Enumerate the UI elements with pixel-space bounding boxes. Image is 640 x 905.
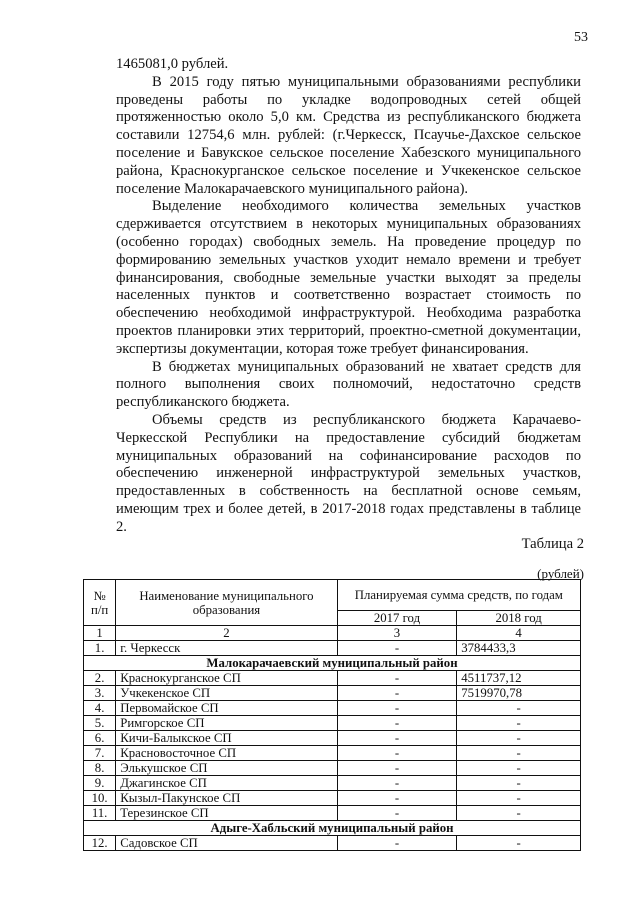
row-2017: - (337, 716, 457, 731)
row-2018: 3784433,3 (457, 641, 581, 656)
row-2018: - (457, 806, 581, 821)
row-num: 8. (84, 761, 116, 776)
row-name: г. Черкесск (116, 641, 337, 656)
row-num: 4. (84, 701, 116, 716)
row-2018: - (457, 776, 581, 791)
row-2018: - (457, 761, 581, 776)
table-unit: (рублей) (537, 566, 584, 581)
table-row (84, 746, 581, 761)
table-row (84, 731, 581, 746)
row-name: Первомайское СП (116, 701, 337, 716)
section-title: Адыге-Хабльский муниципальный район (84, 821, 581, 836)
row-name: Красновосточное СП (116, 746, 337, 761)
index-cell: 4 (457, 626, 581, 641)
table-row (84, 806, 581, 821)
row-2017: - (337, 761, 457, 776)
column-index-row (84, 626, 581, 641)
row-2017: - (337, 731, 457, 746)
table-body (84, 626, 581, 851)
row-num: 3. (84, 686, 116, 701)
row-name: Краснокурганское СП (116, 671, 337, 686)
row-num: 11. (84, 806, 116, 821)
row-2018: 7519970,78 (457, 686, 581, 701)
row-2017: - (337, 746, 457, 761)
row-2018: - (457, 701, 581, 716)
section-row (84, 821, 581, 836)
row-2017: - (337, 671, 457, 686)
table-row (84, 701, 581, 716)
row-2018: - (457, 791, 581, 806)
row-2017: - (337, 686, 457, 701)
row-num: 10. (84, 791, 116, 806)
header-name: Наименование муниципального образования (116, 580, 337, 626)
row-num: 12. (84, 836, 116, 851)
table-row (84, 671, 581, 686)
paragraph: В 2015 году пятью муниципальными образованиями республики проведены работы по укладке водопроводных сетей общей протяженностью около 5,0 км. Средства из республиканского бюджета составили 12754,6 млн. рублей: (г.Черкесск, Псаучье-Дахское сельское поселение и Бавукское сельское поселение Хабезского муниципального района, Краснокурганское сельское поселение и Учкекенское сельское поселение Малокарачаевского муниципального района). (116, 73, 581, 197)
paragraph: 1465081,0 рублей. (116, 56, 229, 72)
table-row (84, 836, 581, 851)
table-caption: Таблица 2 (521, 536, 584, 552)
index-cell: 3 (337, 626, 457, 641)
row-2018: - (457, 731, 581, 746)
row-name: Садовское СП (116, 836, 337, 851)
header-num: № п/п (84, 580, 116, 626)
table-row (84, 716, 581, 731)
row-name: Кичи-Балыкское СП (116, 731, 337, 746)
table-row (84, 761, 581, 776)
header-2017: 2017 год (337, 611, 457, 626)
row-2018: 4511737,12 (457, 671, 581, 686)
row-num: 6. (84, 731, 116, 746)
table-row (84, 641, 581, 656)
row-num: 7. (84, 746, 116, 761)
body-text (116, 56, 581, 537)
row-2017: - (337, 641, 457, 656)
header-2018: 2018 год (457, 611, 581, 626)
row-2018: - (457, 746, 581, 761)
row-name: Элькушское СП (116, 761, 337, 776)
row-2017: - (337, 776, 457, 791)
row-2017: - (337, 701, 457, 716)
funding-table (83, 579, 581, 851)
paragraph: В бюджетах муниципальных образований не хватает средств для полного выполнения своих полномочий, недостаточно средств республиканского бюджета. (116, 358, 581, 411)
row-num: 1. (84, 641, 116, 656)
section-title: Малокарачаевский муниципальный район (84, 656, 581, 671)
row-name: Кызыл-Пакунское СП (116, 791, 337, 806)
row-num: 2. (84, 671, 116, 686)
section-row (84, 656, 581, 671)
row-2018: - (457, 836, 581, 851)
row-name: Терезинское СП (116, 806, 337, 821)
row-2017: - (337, 836, 457, 851)
table-row (84, 791, 581, 806)
header-plan: Планируемая сумма средств, по годам (337, 580, 580, 611)
page-number: 53 (574, 30, 588, 45)
index-cell: 2 (116, 626, 337, 641)
index-cell: 1 (84, 626, 116, 641)
paragraph: Выделение необходимого количества земельных участков сдерживается отсутствием в некоторых муниципальных образованиях (особенно городах) свободных земель. На проведение процедур по формированию земельных участков уходит немало времени и требует финансирования, свободные земельные участки выходят за пределы населенных пунктов и соответственно возрастает стоимость по обеспечению необходимой инфраструктурой. Необходима разработка проектов планировки этих территорий, проектно-сметной документации, экспертизы документации, которая тоже требует финансирования. (116, 198, 581, 357)
row-num: 9. (84, 776, 116, 791)
row-2017: - (337, 806, 457, 821)
row-num: 5. (84, 716, 116, 731)
row-name: Джагинское СП (116, 776, 337, 791)
table-row (84, 686, 581, 701)
row-name: Римгорское СП (116, 716, 337, 731)
row-2018: - (457, 716, 581, 731)
row-name: Учкекенское СП (116, 686, 337, 701)
row-2017: - (337, 791, 457, 806)
table-row (84, 776, 581, 791)
paragraph: Объемы средств из республиканского бюджета Карачаево-Черкесской Республики на предоставление субсидий бюджетам муниципальных образований на софинансирование расходов по обеспечению инженерной инфраструктурой земельных участков, предоставленных в собственность на бесплатной основе семьям, имеющим трех и более детей, в 2017-2018 годах представлены в таблице 2. (116, 411, 581, 535)
